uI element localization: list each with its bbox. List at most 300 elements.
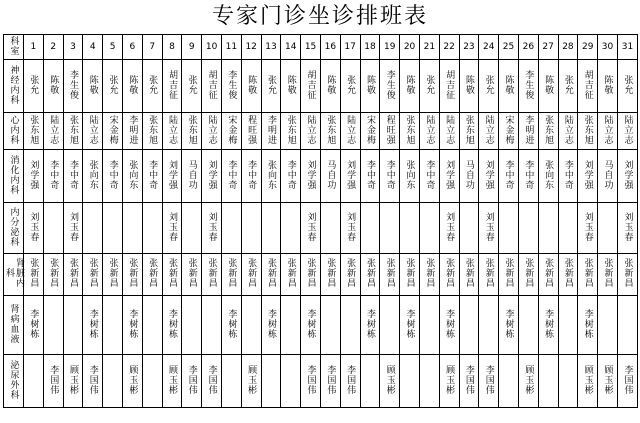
department-name xyxy=(4,60,24,113)
schedule-cell xyxy=(419,254,439,296)
schedule-cell xyxy=(340,150,360,203)
department-label: 心内科 xyxy=(8,114,19,145)
schedule-cell xyxy=(162,150,182,203)
doctor-name: 李国伟 xyxy=(87,364,98,395)
doctor-name: 李中奇 xyxy=(364,159,375,190)
doctor-name: 刘学强 xyxy=(305,159,316,190)
schedule-cell xyxy=(24,296,44,355)
schedule-cell xyxy=(518,113,538,150)
day-header: 28 xyxy=(558,35,578,60)
schedule-cell xyxy=(578,355,598,408)
schedule-cell xyxy=(103,355,123,408)
schedule-cell xyxy=(340,355,360,408)
doctor-name: 顾玉彬 xyxy=(246,364,257,395)
schedule-cell xyxy=(63,150,83,203)
schedule-cell xyxy=(340,203,360,254)
doctor-name: 张新昌 xyxy=(166,258,177,288)
doctor-name: 陈敬 xyxy=(48,74,59,95)
schedule-cell xyxy=(83,150,103,203)
doctor-name: 陆立志 xyxy=(305,114,316,145)
doctor-name: 李中奇 xyxy=(285,159,296,190)
schedule-cell xyxy=(380,150,400,203)
schedule-cell xyxy=(538,150,558,203)
schedule-cell xyxy=(24,60,44,113)
schedule-cell xyxy=(598,113,618,150)
doctor-name: 张东旭 xyxy=(404,114,415,145)
schedule-cell xyxy=(598,60,618,113)
schedule-cell xyxy=(103,113,123,150)
schedule-cell xyxy=(400,113,420,150)
doctor-name: 马自功 xyxy=(186,159,197,190)
schedule-cell xyxy=(598,296,618,355)
doctor-name: 张向东 xyxy=(404,159,415,190)
schedule-cell xyxy=(83,113,103,150)
schedule-cell xyxy=(281,60,301,113)
schedule-cell xyxy=(122,113,142,150)
doctor-name: 张东旭 xyxy=(186,114,197,145)
doctor-name: 李中奇 xyxy=(226,159,237,190)
schedule-cell xyxy=(538,355,558,408)
doctor-name: 刘学强 xyxy=(345,159,356,190)
doctor-name: 胡吉征 xyxy=(582,69,593,100)
schedule-cell xyxy=(479,254,499,296)
schedule-cell xyxy=(162,113,182,150)
schedule-cell xyxy=(63,60,83,113)
schedule-cell xyxy=(261,203,281,254)
doctor-name: 宋金梅 xyxy=(107,114,118,145)
doctor-name: 顾玉彬 xyxy=(444,364,455,395)
department-name xyxy=(4,355,24,408)
schedule-cell xyxy=(439,203,459,254)
schedule-cell xyxy=(122,296,142,355)
schedule-cell xyxy=(83,203,103,254)
schedule-cell xyxy=(122,150,142,203)
day-header: 4 xyxy=(83,35,103,60)
schedule-cell xyxy=(400,254,420,296)
doctor-name: 李生俊 xyxy=(384,69,395,100)
doctor-name: 刘学强 xyxy=(166,159,177,190)
doctor-name: 张新昌 xyxy=(562,258,573,288)
day-header: 10 xyxy=(202,35,222,60)
schedule-cell xyxy=(320,150,340,203)
schedule-cell xyxy=(43,355,63,408)
schedule-cell xyxy=(142,355,162,408)
day-header: 7 xyxy=(142,35,162,60)
day-header: 19 xyxy=(380,35,400,60)
schedule-cell xyxy=(598,203,618,254)
doctor-name: 陈敬 xyxy=(246,74,257,95)
doctor-name: 李树栋 xyxy=(226,308,237,339)
doctor-name: 李树栋 xyxy=(404,308,415,339)
day-header: 17 xyxy=(340,35,360,60)
schedule-cell xyxy=(182,150,202,203)
schedule-cell xyxy=(360,113,380,150)
doctor-name: 张新昌 xyxy=(28,258,39,288)
schedule-cell xyxy=(142,254,162,296)
schedule-cell xyxy=(380,296,400,355)
schedule-cell xyxy=(202,60,222,113)
doctor-name: 宋金梅 xyxy=(226,114,237,145)
doctor-name: 李中奇 xyxy=(424,159,435,190)
schedule-cell xyxy=(43,296,63,355)
department-name xyxy=(4,203,24,254)
schedule-cell xyxy=(221,150,241,203)
schedule-cell xyxy=(142,113,162,150)
doctor-name: 张向东 xyxy=(543,159,554,190)
doctor-name: 陆立志 xyxy=(483,114,494,145)
schedule-cell xyxy=(301,113,321,150)
doctor-name: 张新昌 xyxy=(444,258,455,288)
schedule-table xyxy=(3,34,638,408)
doctor-name: 陈敬 xyxy=(404,74,415,95)
doctor-name: 张新昌 xyxy=(543,258,554,288)
day-header: 12 xyxy=(241,35,261,60)
day-header: 16 xyxy=(320,35,340,60)
schedule-cell xyxy=(202,254,222,296)
doctor-name: 张允 xyxy=(622,74,633,95)
schedule-cell xyxy=(360,60,380,113)
schedule-cell xyxy=(340,113,360,150)
doctor-name: 李树栋 xyxy=(543,308,554,339)
schedule-cell xyxy=(479,150,499,203)
day-header: 23 xyxy=(459,35,479,60)
schedule-cell xyxy=(63,203,83,254)
schedule-cell xyxy=(221,60,241,113)
schedule-cell xyxy=(578,113,598,150)
doctor-name: 马自功 xyxy=(463,159,474,190)
schedule-cell xyxy=(439,150,459,203)
schedule-cell xyxy=(380,203,400,254)
doctor-name: 李中奇 xyxy=(107,159,118,190)
schedule-cell xyxy=(598,254,618,296)
schedule-cell xyxy=(281,150,301,203)
doctor-name: 李中奇 xyxy=(523,159,534,190)
doctor-name: 顾玉彬 xyxy=(602,364,613,395)
schedule-cell xyxy=(43,150,63,203)
schedule-cell xyxy=(340,60,360,113)
schedule-cell xyxy=(182,254,202,296)
schedule-cell xyxy=(63,355,83,408)
schedule-cell xyxy=(83,296,103,355)
doctor-name: 李国伟 xyxy=(483,364,494,395)
schedule-cell xyxy=(301,60,321,113)
schedule-cell xyxy=(301,150,321,203)
day-header: 3 xyxy=(63,35,83,60)
schedule-cell xyxy=(261,296,281,355)
department-name xyxy=(4,113,24,150)
schedule-cell xyxy=(182,296,202,355)
schedule-cell xyxy=(83,355,103,408)
schedule-cell xyxy=(558,150,578,203)
schedule-cell xyxy=(419,203,439,254)
schedule-cell xyxy=(380,254,400,296)
doctor-name: 张新昌 xyxy=(226,258,237,288)
doctor-name: 张新昌 xyxy=(345,258,356,288)
schedule-cell xyxy=(320,203,340,254)
schedule-cell xyxy=(241,150,261,203)
schedule-cell xyxy=(103,60,123,113)
doctor-name: 顾玉彬 xyxy=(127,364,138,395)
doctor-name: 陈敬 xyxy=(364,74,375,95)
doctor-name: 李中奇 xyxy=(147,159,158,190)
doctor-name: 刘玉春 xyxy=(582,211,593,242)
doctor-name: 李树栋 xyxy=(87,308,98,339)
doctor-name: 张新昌 xyxy=(206,258,217,288)
doctor-name: 李树栋 xyxy=(582,308,593,339)
doctor-name: 胡吉征 xyxy=(444,69,455,100)
schedule-cell xyxy=(24,203,44,254)
schedule-cell xyxy=(182,60,202,113)
schedule-cell xyxy=(122,254,142,296)
schedule-cell xyxy=(479,203,499,254)
schedule-cell xyxy=(340,254,360,296)
department-label: 消化内科 xyxy=(8,154,19,195)
schedule-cell xyxy=(162,254,182,296)
schedule-cell xyxy=(241,254,261,296)
doctor-name: 张新昌 xyxy=(48,258,59,288)
schedule-cell xyxy=(578,254,598,296)
doctor-name: 张允 xyxy=(483,74,494,95)
schedule-cell xyxy=(459,203,479,254)
schedule-cell xyxy=(439,296,459,355)
doctor-name: 张允 xyxy=(28,74,39,95)
day-header: 18 xyxy=(360,35,380,60)
schedule-cell xyxy=(281,254,301,296)
schedule-cell xyxy=(380,355,400,408)
day-header: 21 xyxy=(419,35,439,60)
schedule-cell xyxy=(360,203,380,254)
schedule-cell xyxy=(419,150,439,203)
day-header: 1 xyxy=(24,35,44,60)
schedule-cell xyxy=(499,254,519,296)
schedule-cell xyxy=(320,60,340,113)
doctor-name: 张东旭 xyxy=(147,114,158,145)
schedule-cell xyxy=(518,60,538,113)
doctor-name: 李树栋 xyxy=(444,308,455,339)
table-row xyxy=(4,254,638,296)
department-name xyxy=(4,254,24,296)
doctor-name: 陆立志 xyxy=(562,114,573,145)
page-title: 专家门诊坐诊排班表 xyxy=(211,4,428,29)
schedule-cell xyxy=(578,150,598,203)
table-row xyxy=(4,203,638,254)
department-label: 内分泌科 xyxy=(8,206,19,247)
schedule-cell xyxy=(617,254,637,296)
day-header: 8 xyxy=(162,35,182,60)
doctor-name: 李树栋 xyxy=(28,308,39,339)
doctor-name: 李生俊 xyxy=(226,69,237,100)
doctor-name: 张新昌 xyxy=(107,258,118,288)
schedule-cell xyxy=(578,203,598,254)
doctor-name: 陆立志 xyxy=(345,114,356,145)
schedule-cell xyxy=(301,355,321,408)
doctor-name: 陈敬 xyxy=(503,74,514,95)
schedule-cell xyxy=(538,60,558,113)
schedule-cell xyxy=(162,355,182,408)
schedule-cell xyxy=(380,113,400,150)
doctor-name: 李国伟 xyxy=(48,364,59,395)
table-row xyxy=(4,355,638,408)
department-label: 肾病血液 xyxy=(8,303,19,344)
schedule-cell xyxy=(538,296,558,355)
doctor-name: 张向东 xyxy=(87,159,98,190)
schedule-cell xyxy=(261,60,281,113)
schedule-cell xyxy=(103,150,123,203)
schedule-cell xyxy=(419,60,439,113)
schedule-cell xyxy=(499,150,519,203)
schedule-cell xyxy=(103,254,123,296)
schedule-cell xyxy=(63,113,83,150)
schedule-cell xyxy=(261,113,281,150)
schedule-cell xyxy=(43,113,63,150)
schedule-cell xyxy=(241,296,261,355)
doctor-name: 张新昌 xyxy=(622,258,633,288)
doctor-name: 张新昌 xyxy=(503,258,514,288)
schedule-cell xyxy=(360,355,380,408)
doctor-name: 张新昌 xyxy=(285,258,296,288)
schedule-cell xyxy=(241,60,261,113)
schedule-cell xyxy=(281,203,301,254)
doctor-name: 李国伟 xyxy=(186,364,197,395)
day-header: 31 xyxy=(617,35,637,60)
schedule-cell xyxy=(400,60,420,113)
doctor-name: 张允 xyxy=(265,74,276,95)
doctor-name: 张新昌 xyxy=(463,258,474,288)
doctor-name: 刘玉春 xyxy=(166,211,177,242)
doctor-name: 张新昌 xyxy=(483,258,494,288)
doctor-name: 陆立志 xyxy=(622,114,633,145)
department-label: 泌尿外科 xyxy=(8,359,19,400)
table-row xyxy=(4,150,638,203)
doctor-name: 张允 xyxy=(107,74,118,95)
schedule-cell xyxy=(320,254,340,296)
doctor-name: 张向东 xyxy=(127,159,138,190)
doctor-name: 刘学强 xyxy=(444,159,455,190)
schedule-cell xyxy=(459,296,479,355)
schedule-cell xyxy=(24,150,44,203)
schedule-cell xyxy=(24,254,44,296)
schedule-cell xyxy=(43,254,63,296)
schedule-cell xyxy=(162,60,182,113)
day-header: 15 xyxy=(301,35,321,60)
schedule-cell xyxy=(518,150,538,203)
doctor-name: 张新昌 xyxy=(265,258,276,288)
schedule-cell xyxy=(439,254,459,296)
doctor-name: 李树栋 xyxy=(503,308,514,339)
doctor-name: 胡吉征 xyxy=(206,69,217,100)
day-header: 30 xyxy=(598,35,618,60)
doctor-name: 陈敬 xyxy=(602,74,613,95)
day-header: 25 xyxy=(499,35,519,60)
schedule-cell xyxy=(538,203,558,254)
day-header: 24 xyxy=(479,35,499,60)
doctor-name: 程旺强 xyxy=(384,114,395,145)
schedule-cell xyxy=(518,296,538,355)
doctor-name: 陆立志 xyxy=(602,114,613,145)
doctor-name: 李树栋 xyxy=(364,308,375,339)
schedule-cell xyxy=(400,150,420,203)
doctor-name: 张东旭 xyxy=(543,114,554,145)
schedule-cell xyxy=(400,355,420,408)
day-header: 14 xyxy=(281,35,301,60)
schedule-cell xyxy=(617,150,637,203)
schedule-cell xyxy=(459,60,479,113)
schedule-cell xyxy=(63,254,83,296)
schedule-cell xyxy=(261,254,281,296)
schedule-cell xyxy=(518,203,538,254)
schedule-cell xyxy=(301,203,321,254)
schedule-cell xyxy=(281,355,301,408)
doctor-name: 李国伟 xyxy=(206,364,217,395)
doctor-name: 李树栋 xyxy=(166,308,177,339)
schedule-cell xyxy=(301,296,321,355)
doctor-name: 刘学强 xyxy=(28,159,39,190)
schedule-cell xyxy=(122,60,142,113)
schedule-cell xyxy=(439,60,459,113)
schedule-cell xyxy=(459,254,479,296)
schedule-cell xyxy=(221,296,241,355)
schedule-cell xyxy=(419,113,439,150)
doctor-name: 陈敬 xyxy=(285,74,296,95)
schedule-cell xyxy=(142,203,162,254)
doctor-name: 李生俊 xyxy=(67,69,78,100)
schedule-cell xyxy=(301,254,321,296)
doctor-name: 宋金梅 xyxy=(503,114,514,145)
schedule-cell xyxy=(221,203,241,254)
schedule-cell xyxy=(221,355,241,408)
doctor-name: 李生俊 xyxy=(523,69,534,100)
schedule-cell xyxy=(360,296,380,355)
schedule-cell xyxy=(400,296,420,355)
schedule-cell xyxy=(241,113,261,150)
doctor-name: 李树栋 xyxy=(265,308,276,339)
schedule-cell xyxy=(202,150,222,203)
schedule-cell xyxy=(103,203,123,254)
schedule-cell xyxy=(578,60,598,113)
day-header: 6 xyxy=(122,35,142,60)
schedule-cell xyxy=(202,113,222,150)
schedule-cell xyxy=(24,113,44,150)
doctor-name: 刘玉春 xyxy=(206,211,217,242)
doctor-name: 张允 xyxy=(186,74,197,95)
table-row xyxy=(4,60,638,113)
schedule-cell xyxy=(479,60,499,113)
schedule-cell xyxy=(558,203,578,254)
doctor-name: 张允 xyxy=(345,74,356,95)
doctor-name: 张新昌 xyxy=(582,258,593,288)
doctor-name: 顾玉彬 xyxy=(67,364,78,395)
schedule-cell xyxy=(558,296,578,355)
schedule-cell xyxy=(518,355,538,408)
day-header: 27 xyxy=(538,35,558,60)
doctor-name: 张新昌 xyxy=(384,258,395,288)
doctor-name: 张新昌 xyxy=(67,258,78,288)
doctor-name: 张新昌 xyxy=(186,258,197,288)
doctor-name: 李国伟 xyxy=(345,364,356,395)
schedule-cell xyxy=(558,254,578,296)
schedule-cell xyxy=(261,355,281,408)
doctor-name: 刘玉春 xyxy=(345,211,356,242)
schedule-cell xyxy=(142,60,162,113)
schedule-cell xyxy=(241,355,261,408)
schedule-cell xyxy=(518,254,538,296)
schedule-cell xyxy=(182,113,202,150)
schedule-cell xyxy=(558,355,578,408)
schedule-cell xyxy=(202,296,222,355)
doctor-name: 顾玉彬 xyxy=(582,364,593,395)
schedule-cell xyxy=(24,355,44,408)
doctor-name: 李明进 xyxy=(127,114,138,145)
